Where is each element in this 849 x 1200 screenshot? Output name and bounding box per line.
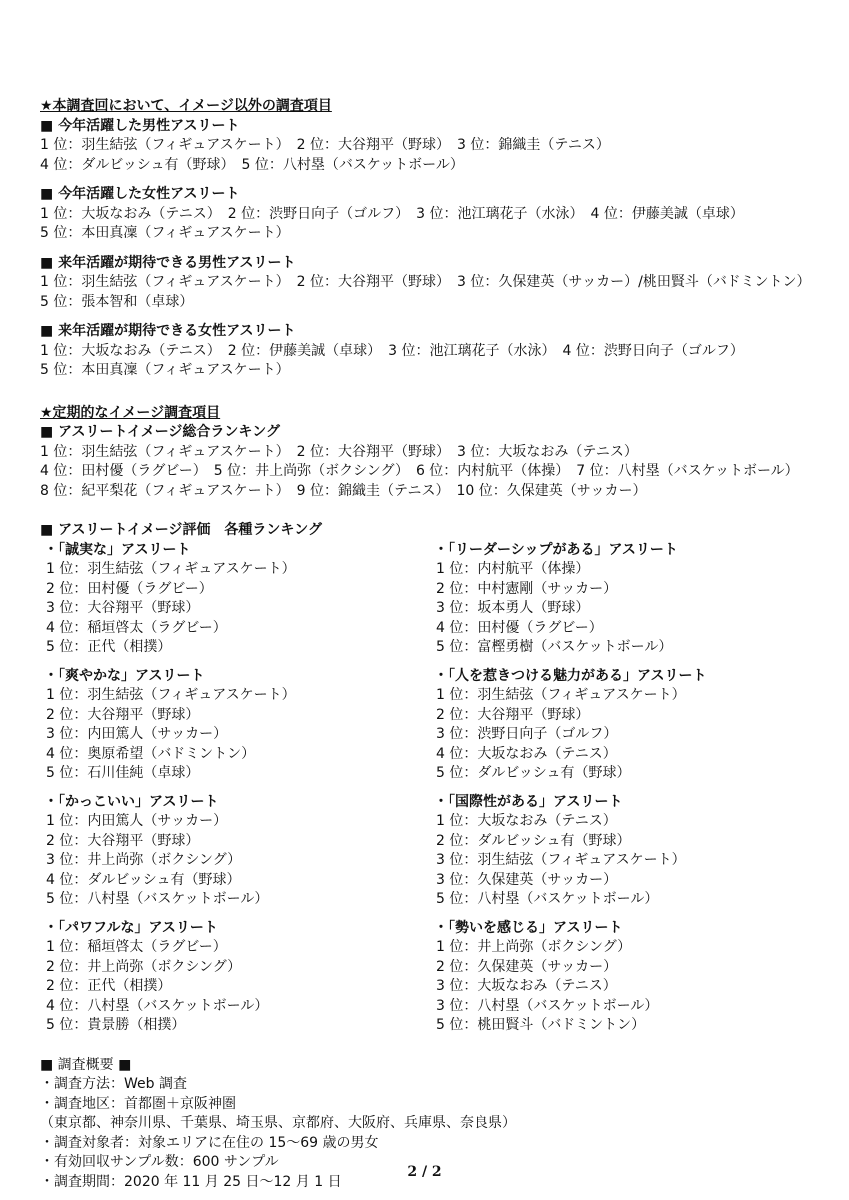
group-heading: ■ 来年活躍が期待できる男性アスリート bbox=[40, 254, 296, 271]
category-cool bbox=[40, 793, 430, 910]
category-item: 2 位：正代（相撲） bbox=[46, 978, 172, 994]
category-item: 3 位：大谷翔平（野球） bbox=[46, 600, 200, 616]
category-title: ・「爽やかな」アスリート bbox=[44, 667, 205, 684]
category-title: ・「パワフルな」アスリート bbox=[44, 919, 218, 936]
category-item: 3 位：井上尚弥（ボクシング） bbox=[46, 852, 242, 868]
ranking-line: 1 位：大坂なおみ（テニス） 2 位：渋野日向子（ゴルフ） 3 位：池江璃花子（水泳） 4 位：伊藤美誠（卓球） bbox=[40, 205, 744, 222]
category-title: ・「誠実な」アスリート bbox=[44, 541, 191, 558]
group-female-this-year bbox=[40, 185, 820, 244]
ranking-line: 4 位：田村優（ラグビー） 5 位：井上尚弥（ボクシング） 6 位：内村航平（体操） 7 位：八村塁（バスケットボール） bbox=[40, 463, 799, 479]
category-item: 1 位：内村航平（体操） bbox=[436, 561, 590, 577]
category-item: 2 位：中村憲剛（サッカー） bbox=[436, 580, 618, 597]
ranking-line: 1 位：羽生結弦（フィギュアスケート） 2 位：大谷翔平（野球） 3 位：錦織圭（テニス） bbox=[40, 137, 610, 153]
overall-heading: ■ アスリートイメージ総合ランキング bbox=[40, 424, 281, 440]
category-item: 5 位：貴景勝（相撲） bbox=[46, 1017, 186, 1033]
category-refreshing bbox=[40, 667, 430, 784]
overview-line: （東京都、神奈川県、千葉県、埼玉県、京都府、大阪府、兵庫県、奈良県） bbox=[40, 1115, 516, 1131]
category-item: 2 位：大谷翔平（野球） bbox=[436, 706, 590, 723]
overview-line: ・調査方法：Web 調査 bbox=[40, 1076, 187, 1092]
category-international bbox=[430, 793, 820, 910]
category-item: 3 位：大坂なおみ（テニス） bbox=[436, 978, 617, 994]
category-title: ・「かっこいい」アスリート bbox=[44, 793, 219, 810]
page-number: 2 / 2 bbox=[407, 1164, 442, 1180]
category-title: ・「人を惹きつける魅力がある」アスリート bbox=[434, 667, 707, 684]
category-item: 4 位：ダルビッシュ有（野球） bbox=[46, 871, 241, 888]
category-item: 5 位：ダルビッシュ有（野球） bbox=[436, 765, 631, 781]
group-heading: ■ 今年活躍した男性アスリート bbox=[40, 117, 240, 134]
category-charm bbox=[430, 667, 820, 784]
category-item: 3 位：久保建英（サッカー） bbox=[436, 871, 618, 888]
category-item: 3 位：坂本勇人（野球） bbox=[436, 600, 590, 616]
overview-line: ・調査対象者：対象エリアに在住の 15～69 歳の男女 bbox=[40, 1134, 379, 1151]
category-item: 2 位：ダルビッシュ有（野球） bbox=[436, 832, 631, 849]
left-column bbox=[40, 541, 430, 1036]
ranking-line: 5 位：本田真凜（フィギュアスケート） bbox=[40, 362, 290, 378]
category-item: 4 位：田村優（ラグビー） bbox=[436, 619, 603, 636]
overview-line: ・調査期間：2020 年 11 月 25 日～12 月 1 日 bbox=[40, 1173, 342, 1190]
overview-line: ・有効回収サンプル数：600 サンプル bbox=[40, 1154, 279, 1170]
category-item: 1 位：羽生結弦（フィギュアスケート） bbox=[46, 687, 296, 703]
document-body bbox=[40, 97, 820, 1192]
category-powerful bbox=[40, 919, 430, 1036]
category-momentum bbox=[430, 919, 820, 1036]
category-item: 2 位：大谷翔平（野球） bbox=[46, 832, 200, 849]
category-item: 2 位：井上尚弥（ボクシング） bbox=[46, 958, 242, 975]
category-item: 3 位：渋野日向子（ゴルフ） bbox=[436, 726, 618, 742]
category-item: 4 位：稲垣啓太（ラグビー） bbox=[46, 619, 227, 636]
category-item: 2 位：田村優（ラグビー） bbox=[46, 580, 213, 597]
category-item: 2 位：大谷翔平（野球） bbox=[46, 706, 200, 723]
category-item: 3 位：羽生結弦（フィギュアスケート） bbox=[436, 852, 686, 868]
category-sincere bbox=[40, 541, 430, 658]
ranking-line: 5 位：本田真凜（フィギュアスケート） bbox=[40, 225, 290, 241]
category-item: 4 位：大坂なおみ（テニス） bbox=[436, 745, 617, 762]
category-item: 5 位：富樫勇樹（バスケットボール） bbox=[436, 639, 673, 655]
category-item: 4 位：奥原希望（バドミントン） bbox=[46, 745, 256, 762]
overview-line: ・調査地区：首都圏＋京阪神圏 bbox=[40, 1095, 236, 1112]
evaluation-columns bbox=[40, 541, 820, 1036]
ranking-line: 1 位：羽生結弦（フィギュアスケート） 2 位：大谷翔平（野球） 3 位：久保建英（サッカー）/桃田賢斗（バドミントン） bbox=[40, 274, 811, 290]
category-item: 3 位：内田篤人（サッカー） bbox=[46, 726, 228, 742]
category-item: 5 位：正代（相撲） bbox=[46, 639, 172, 655]
right-column bbox=[430, 541, 820, 1036]
category-title: ・「国際性がある」アスリート bbox=[434, 793, 623, 810]
category-leadership bbox=[430, 541, 820, 658]
section2-title: ★定期的なイメージ調査項目 bbox=[40, 404, 221, 421]
category-item: 5 位：八村塁（バスケットボール） bbox=[46, 891, 269, 907]
group-heading: ■ 今年活躍した女性アスリート bbox=[40, 186, 240, 202]
ranking-line: 1 位：羽生結弦（フィギュアスケート） 2 位：大谷翔平（野球） 3 位：大坂なおみ（テニス） bbox=[40, 443, 638, 460]
section1-title: ★本調査回において、イメージ以外の調査項目 bbox=[40, 98, 332, 114]
category-title: ・「勢いを感じる」アスリート bbox=[434, 919, 623, 936]
group-male-this-year bbox=[40, 117, 820, 176]
category-item: 1 位：羽生結弦（フィギュアスケート） bbox=[46, 561, 296, 577]
group-heading: ■ 来年活躍が期待できる女性アスリート bbox=[40, 323, 296, 339]
category-item: 5 位：桃田賢斗（バドミントン） bbox=[436, 1017, 646, 1033]
category-item: 5 位：八村塁（バスケットボール） bbox=[436, 891, 659, 907]
category-item: 1 位：稲垣啓太（ラグビー） bbox=[46, 939, 227, 955]
category-item: 1 位：井上尚弥（ボクシング） bbox=[436, 939, 632, 955]
category-item: 1 位：大坂なおみ（テニス） bbox=[436, 813, 617, 829]
category-item: 1 位：羽生結弦（フィギュアスケート） bbox=[436, 687, 686, 703]
category-item: 3 位：八村塁（バスケットボール） bbox=[436, 997, 659, 1014]
ranking-line: 1 位：大坂なおみ（テニス） 2 位：伊藤美誠（卓球） 3 位：池江璃花子（水泳） 4 位：渋野日向子（ゴルフ） bbox=[40, 342, 744, 359]
category-item: 1 位：内田篤人（サッカー） bbox=[46, 813, 228, 829]
category-item: 2 位：久保建英（サッカー） bbox=[436, 958, 618, 975]
category-item: 5 位：石川佳純（卓球） bbox=[46, 765, 200, 781]
ranking-line: 5 位：張本智和（卓球） bbox=[40, 293, 194, 310]
category-item: 4 位：八村塁（バスケットボール） bbox=[46, 997, 269, 1014]
category-title: ・「リーダーシップがある」アスリート bbox=[434, 541, 678, 558]
group-female-next-year bbox=[40, 322, 820, 381]
ranking-line: 8 位：紀平梨花（フィギュアスケート） 9 位：錦織圭（テニス） 10 位：久保建英（サッカー） bbox=[40, 482, 647, 499]
group-male-next-year bbox=[40, 254, 820, 313]
ranking-line: 4 位：ダルビッシュ有（野球） 5 位：八村塁（バスケットボール） bbox=[40, 156, 464, 173]
evaluation-heading: ■ アスリートイメージ評価 各種ランキング bbox=[40, 522, 323, 538]
overall-ranking bbox=[40, 423, 820, 501]
overview-heading: ■ 調査概要 ■ bbox=[40, 1056, 132, 1073]
